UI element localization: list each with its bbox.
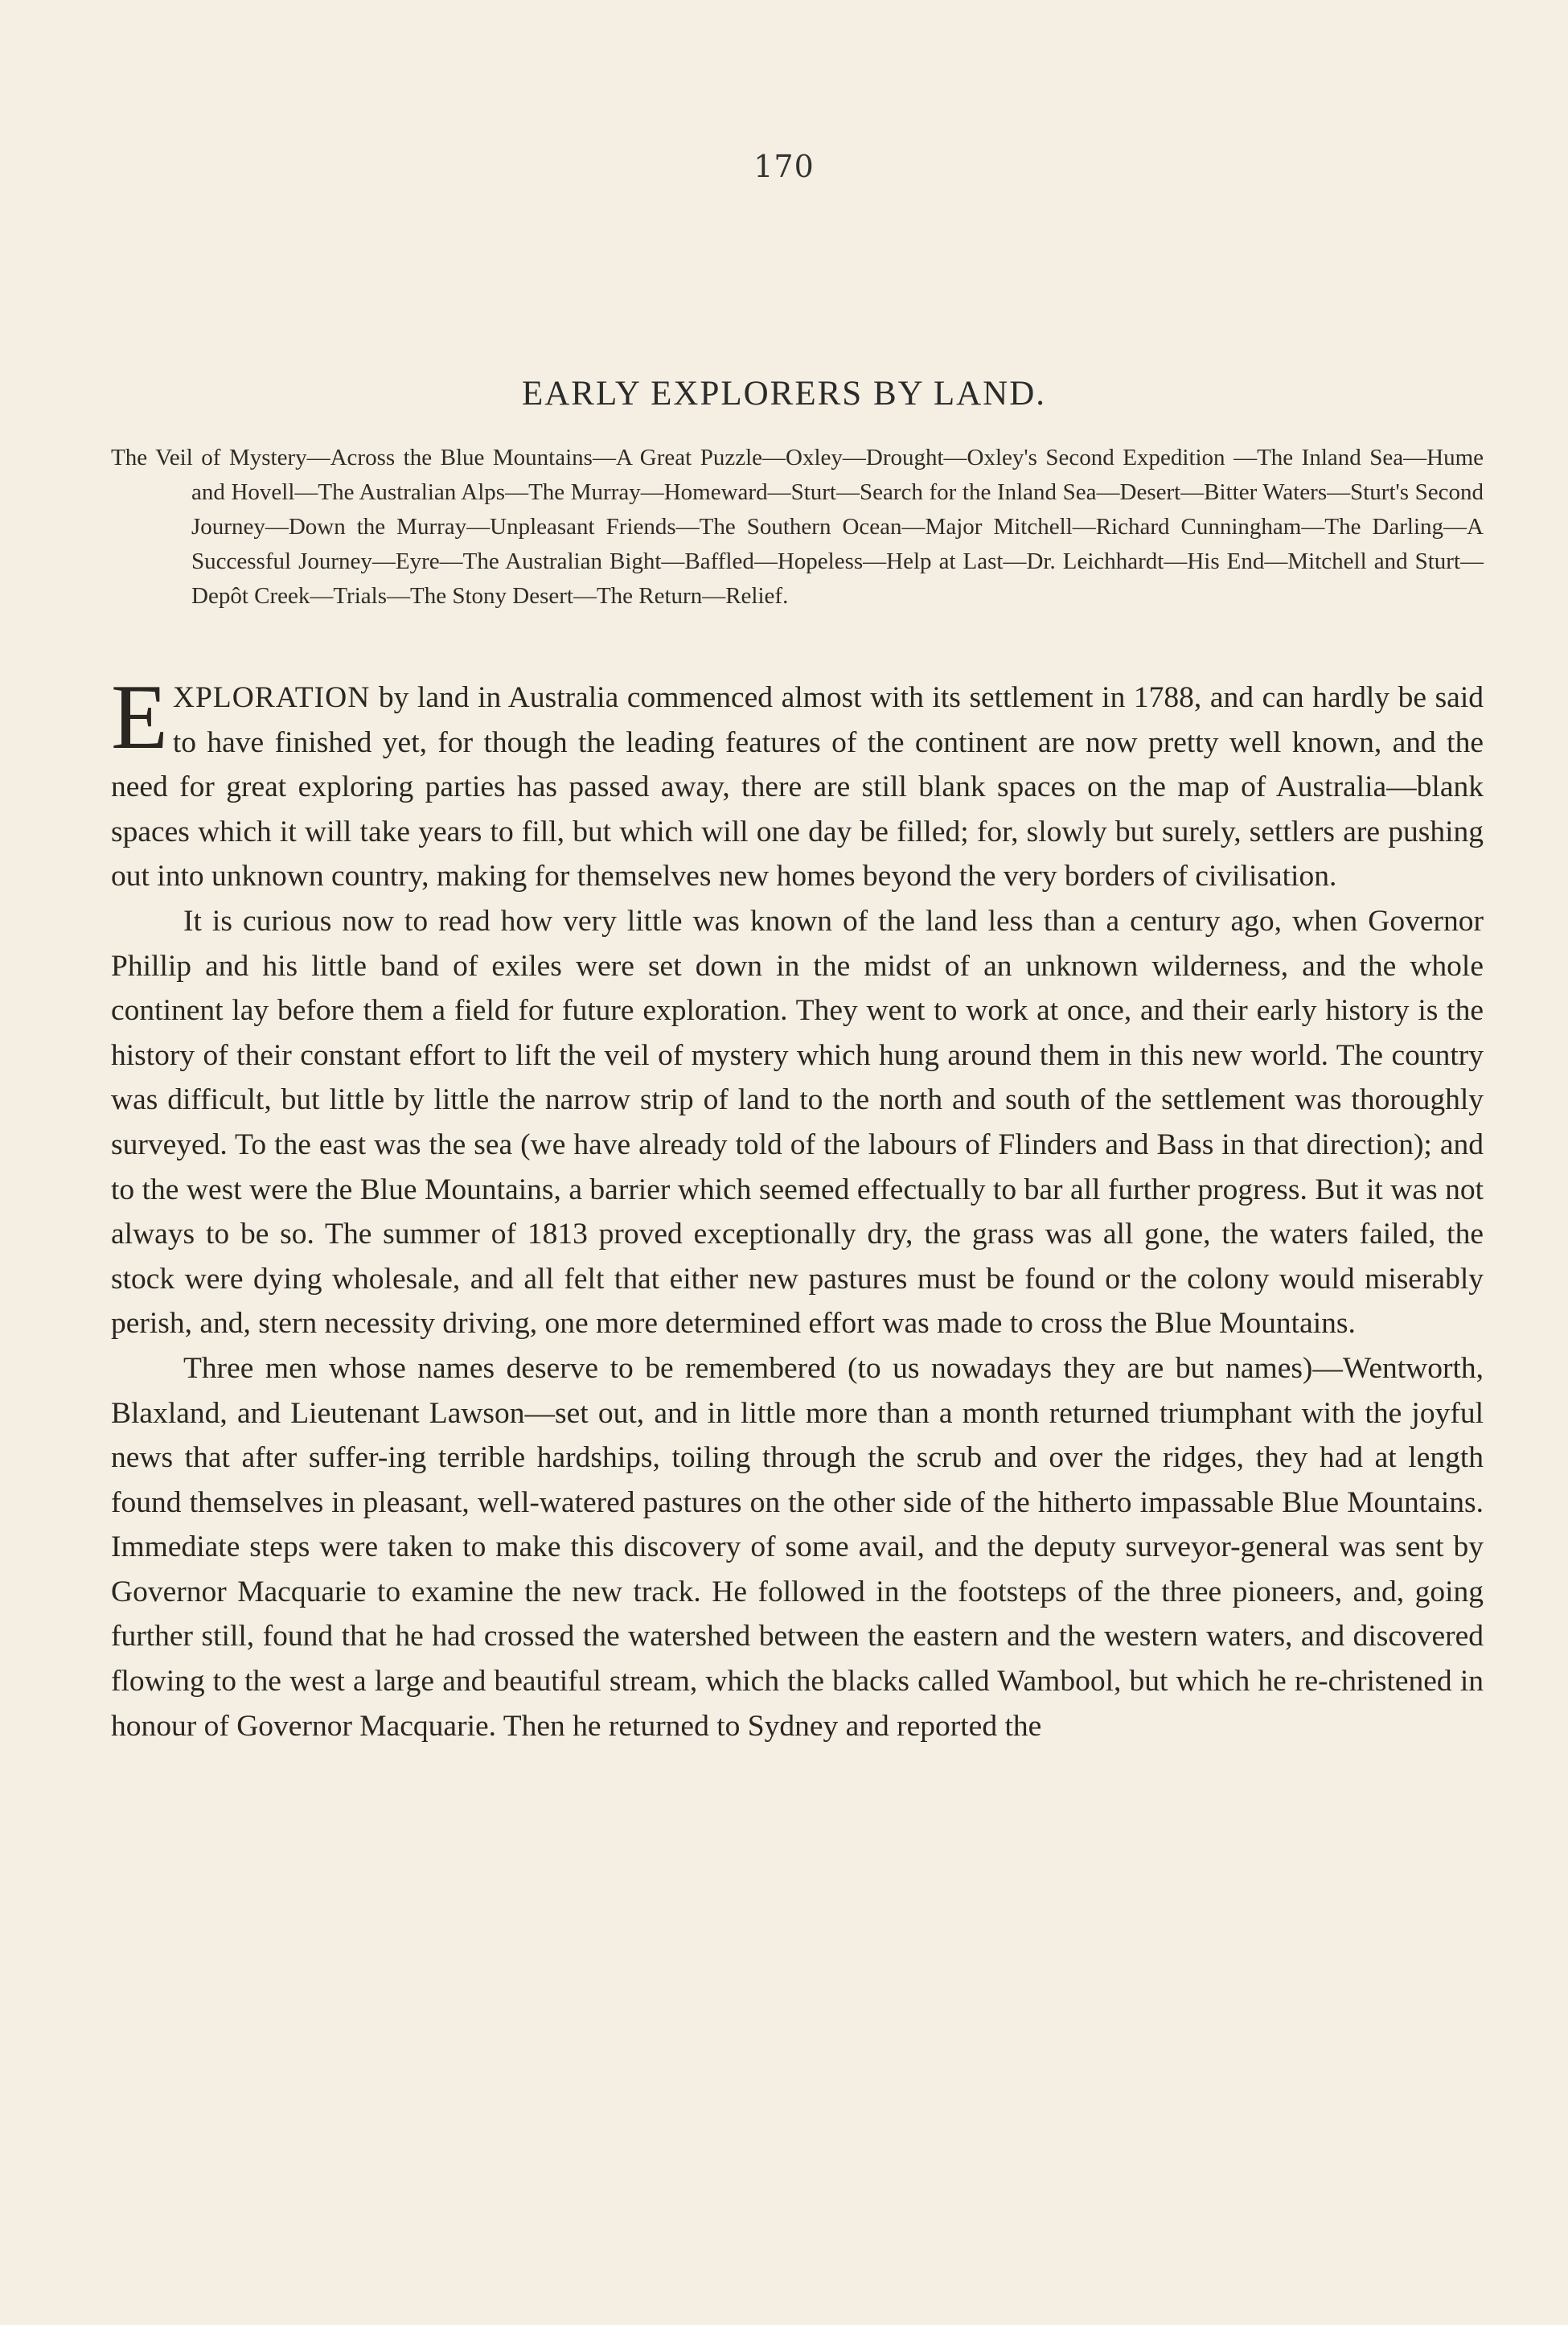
chapter-summary (111, 441, 1484, 614)
body-text (111, 666, 1484, 1748)
chapter-title: EARLY EXPLORERS BY LAND. (521, 375, 1047, 413)
paragraph-1 (111, 666, 1484, 899)
paragraph-1-text: by land in Australia commenced almost with its settlement in 1788, and can hardly be said to have finished yet, for though the leading features of the continent are now pretty well known, and the need for great exploring parties has passed away, there are still blank spaces on the map of Australia—blank spaces which it will take years to fill, but which will one day be filled; for, slowly but surely, settlers are pushing out into unknown country, making for themselves new homes beyond the very borders of civilisation. (111, 681, 1484, 893)
drop-cap: E (111, 666, 168, 769)
summary-text: The Veil of Mystery—Across the Blue Mountains—A Great Puzzle—Oxley—Drought—Oxley's Second Expedition —The Inland Sea—Hume and Hovell—The Australian Alps—The Murray—Homeward—Sturt—Search for the Inland Sea—Desert—Bitter Waters—Sturt's Second Journey—Down the Murray—Unpleasant Friends—The Southern Ocean—Major Mitchell—Richard Cunningham—The Darling—A Successful Journey—Eyre—The Australian Bight—Baffled—Hopeless—Help at Last—Dr. Leichhardt—His End—Mitchell and Sturt—Depôt Creek—Trials—The Stony Desert—The Return—Relief. (111, 445, 1484, 609)
page-number: 170 (753, 149, 815, 184)
first-word-rest: XPLORATION (172, 681, 371, 714)
paragraph-3: Three men whose names deserve to be remembered (to us nowadays they are but names)—Wentworth, Blaxland, and Lieutenant Lawson—set out, and in little more than a month returned triumphant with the joyful news that after suffer-ing terrible hardships, toiling through the scrub and over the ridges, they had at length found themselves in pleasant, well-watered pastures on the other side of the hitherto impassable Blue Mountains. Immediate steps were taken to make this discovery of some avail, and the deputy surveyor-general was sent by Governor Macquarie to examine the new track. He followed in the footsteps of the three pioneers, and, going further still, found that he had crossed the watershed between the eastern and the western waters, and discovered flowing to the west a large and beautiful stream, which the blacks called Wambool, but which he re-christened in honour of Governor Macquarie. Then he returned to Sydney and reported the (111, 1351, 1484, 1743)
paragraph-2: It is curious now to read how very little was known of the land less than a century ago, when Governor Phillip and his little band of exiles were set down in the midst of an unknown wilderness, and the whole continent lay before them a field for future exploration. They went to work at once, and their early history is the history of their constant effort to lift the veil of mystery which hung around them in this new world. The country was difficult, but little by little the narrow strip of land to the north and south of the settlement was thoroughly surveyed. To the east was the sea (we have already told of the labours of Flinders and Bass in that direction); and to the west were the Blue Mountains, a barrier which seemed effectually to bar all further progress. But it was not always to be so. The summer of 1813 proved exceptionally dry, the grass was all gone, the waters failed, the stock were dying wholesale, and all felt that either new pastures must be found or the colony would miserably perish, and, stern necessity driving, one more determined effort was made to cross the Blue Mountains. (111, 904, 1484, 1341)
